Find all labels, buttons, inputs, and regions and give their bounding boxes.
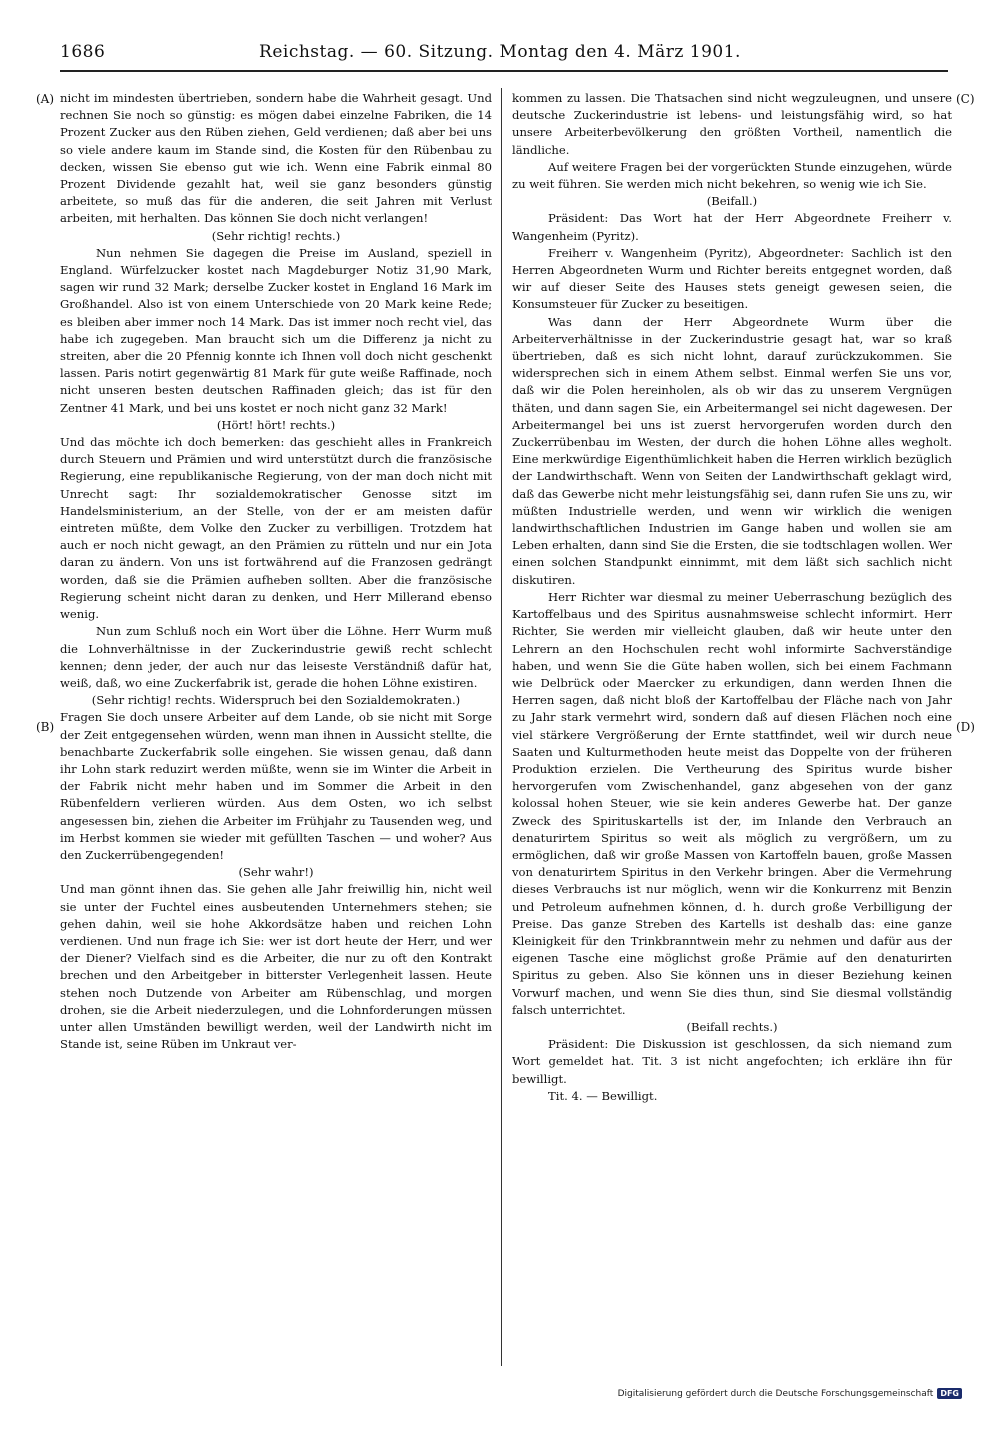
column-divider: [501, 88, 502, 1366]
interjection: (Sehr richtig! rechts.): [211, 228, 341, 243]
margin-mark-c: (C): [956, 92, 975, 106]
paragraph: Nun nehmen Sie dagegen die Preise im Ausland, speziell in England. Würfelzucker kostet nach Magdeburger Notiz 31,90 Mark, sagen wir rund 32 Mark; derselbe Zucker kostet in England 16 Mark im Großhandel. Also ist von einem Unterschiede von 20 Mark keine Rede; es bleiben aber immer noch 14 Mark. Das ist immer noch recht viel, das habe ich zugegeben. Man braucht sich um die Differenz ja nicht zu streiten, aber die 20 Pfennig konnte ich Ihnen voll doch nicht geschenkt lassen. Paris notirt gegenwärtig 81 Mark für gute weiße Raffinade, noch nicht unseren besten deutschen Raffinaden gleich; das ist für den Zentner 41 Mark, und bei uns kostet er noch nicht ganz 32 Mark!: [60, 245, 492, 415]
speaker-paragraph: Präsident: Die Diskussion ist geschlossen, da sich niemand zum Wort gemeldet hat. Tit. 3 ist nicht angefochten; ich erkläre ihn für bewilligt.: [512, 1037, 952, 1086]
paragraph: Fragen Sie doch unsere Arbeiter auf dem Lande, ob sie nicht mit Sorge der Zeit entgegensehen würden, wenn man ihnen in Aussicht stellte, die benachbarte Zuckerfabrik solle eingehen. Sie wissen genau, daß dann ihr Lohn stark reduzirt werden müßte, wenn sie im Winter die Arbeit in der Fabrik nicht mehr haben und im Sommer die Arbeit in den Rübenfeldern verlieren würden. Aus dem Osten, wo ich selbst angesessen bin, ziehen die Arbeiter im Frühjahr zu Tausenden weg, und im Herbst kommen sie wieder mit gefüllten Taschen — und woher? Aus den Zuckerrübengegenden!: [60, 710, 492, 862]
paragraph: Und man gönnt ihnen das. Sie gehen alle Jahr freiwillig hin, nicht weil sie unter der Fuchtel eines ausbeutenden Unternehmers stehen; sie gehen dahin, weil sie hohe Akkordsätze haben und reichen Lohn verdienen. Und nun frage ich Sie: wer ist dort heute der Herr, und wer der Diener? Vielfach sind es die Arbeiter, die nur zu oft den Kontrakt brechen und den Arbeitgeber in bitterster Verlegenheit lassen. Heute stehen noch Dutzende von Arbeiter am Rübenschlag, und morgen drohen, sie die Arbeit niederzulegen, und die Lohnforderungen müssen unter allen Umständen bewilligt werden, weil der Landwirth nicht im Stande ist, seine Rüben im Unkraut ver-: [60, 882, 492, 1052]
speaker-paragraph: Freiherr v. Wangenheim (Pyritz), Abgeordneter: Sachlich ist den Herren Abgeordneten Wurm und Richter bereits entgegnet worden, daß wir auf dieser Seite des Hauses stets geneigt gewesen seien, die Konsumsteuer für Zucker zu beseitigen.: [512, 245, 952, 312]
interjection: (Sehr richtig! rechts. Widerspruch bei den Sozialdemokraten.): [91, 693, 461, 708]
margin-mark-d: (D): [956, 720, 975, 734]
left-column: [60, 90, 492, 1366]
paragraph: Tit. 4. — Bewilligt.: [548, 1088, 658, 1103]
page-number: 1686: [60, 42, 106, 62]
page-header: [60, 42, 940, 72]
paragraph: kommen zu lassen. Die Thatsachen sind nicht wegzuleugnen, und unsere deutsche Zuckerindustrie ist lebens- und leistungsfähig wird, so hat unsere Arbeiterbevölkerung den größten Vortheil, namentlich die ländliche.: [512, 91, 952, 157]
digitization-credit: [618, 1388, 962, 1399]
paragraph: Und das möchte ich doch bemerken: das geschieht alles in Frankreich durch Steuern und Prämien und wird unterstützt durch die französische Regierung, eine republikanische Regierung, von der man doch nicht mit Unrecht sagt: Ihr sozialdemokratischer Genosse sitzt im Handelsministerium, an der Stelle, von der er am meisten dafür eintreten müßte, dem Volke den Zucker zu verbilligen. Trotzdem hat auch er noch nicht gewagt, an den Prämien zu rütteln und nur ein Jota daran zu ändern. Von uns ist fortwährend auf die Franzosen gedrängt worden, daß sie die Prämien aufheben sollten. Aber die französische Regierung scheint nicht daran zu denken, und Herr Millerand ebenso wenig.: [60, 435, 492, 622]
paragraph: Auf weitere Fragen bei der vorgerückten Stunde einzugehen, würde zu weit führen. Sie werden mich nicht bekehren, so wenig wie ich Sie.: [512, 159, 952, 192]
margin-mark-b: (B): [36, 720, 55, 734]
dfg-logo: DFG: [937, 1388, 962, 1399]
interjection: (Beifall.): [706, 194, 758, 209]
paragraph: Was dann der Herr Abgeordnete Wurm über die Arbeiterverhältnisse in der Zuckerindustrie gesagt hat, war so kraß übertrieben, daß es sich nicht lohnt, darauf zurückzukommen. Sie widersprechen sich in einem Athem selbst. Einmal werfen Sie uns vor, daß wir die Polen hereinholen, als ob wir das zu unserem Vergnügen thäten, und dann sagen Sie, ein Arbeitermangel sei nicht dagewesen. Der Arbeitermangel bei uns ist zuerst hervorgerufen worden durch den Zuckerrübenbau im Westen, der durch die hohen Löhne alles wegholt. Eine merkwürdige Eigenthümlichkeit haben die Herren wirklich bezüglich der Landwirthschaft. Wenn von Seiten der Landwirthschaft geklagt wird, daß das Gewerbe nicht mehr leistungsfähig sei, dann rufen Sie uns zu, wir müßten Industrielle werden, und wenn wir wirklich die wenigen landwirthschaftlichen Industrien im Gange haben und wollen sie am Leben erhalten, dann sind Sie die Ersten, die sie todtschlagen wollen. Wer einen solchen Standpunkt einnimmt, mit dem läßt sich sachlich nicht diskutiren.: [512, 314, 952, 587]
header-rule: [60, 70, 948, 72]
speaker-paragraph: Präsident: Das Wort hat der Herr Abgeordnete Freiherr v. Wangenheim (Pyritz).: [512, 211, 952, 243]
right-column: [512, 90, 952, 1366]
interjection: (Hört! hört! rechts.): [216, 417, 336, 432]
paragraph: Nun zum Schluß noch ein Wort über die Löhne. Herr Wurm muß die Lohnverhältnisse in der Zuckerindustrie gewiß recht schlecht kennen; denn jeder, der auch nur das leiseste Verständniß dafür hat, weiß, daß, wo eine Zuckerfabrik ist, gerade die hohen Löhne existiren.: [60, 624, 492, 690]
interjection: (Beifall rechts.): [686, 1019, 778, 1034]
paragraph: Herr Richter war diesmal zu meiner Ueberraschung bezüglich des Kartoffelbaus und des Spiritus ausnahmsweise schlecht informirt. Herr Richter, Sie werden mir vielleicht glauben, daß wir heute unter den Lehrern an den Hochschulen recht wohl informirte Sachverständige haben, und wenn Sie die Güte haben wollen, sich bei einem Fachmann wie Delbrück oder Maercker zu erkundigen, dann werden Ihnen die Herren sagen, daß nicht bloß der Kartoffelbau der Fläche nach von Jahr zu Jahr stark vermehrt wird, sondern daß auf diesen Flächen noch eine viel stärkere Vergrößerung der Ernte stattfindet, weil wir durch neue Saaten und Kulturmethoden heute meist das Doppelte von der früheren Produktion erzielen. Die Vertheurung des Spiritus wurde bisher hervorgerufen vom Zwischenhandel, ganz abgesehen von der ganz kolossal hohen Steuer, wie sie kein anderes Gewerbe hat. Der ganze Zweck des Spirituskartells ist der, im Inlande den Verbrauch an denaturirtem Spiritus so weit als möglich zu vergrößern, um zu ermöglichen, daß wir große Massen von Kartoffeln bauen, große Massen von denaturirtem Spiritus in den Verkehr bringen. Aber die Vermehrung dieses Verbrauchs ist nur möglich, wenn wir die Konkurrenz mit Benzin und Petroleum aufnehmen können, d. h. durch große Verbilligung der Preise. Das ganze Streben des Kartells ist deshalb das: eine ganze Kleinigkeit für den Trinkbranntwein mehr zu nehmen und dafür aus der eigenen Tasche eine möglichst große Prämie auf den denaturirten Spiritus zu geben. Also Sie können uns in dieser Beziehung keinen Vorwurf machen, und wenn Sie dies thun, sind Sie diesmal vollständig falsch unterrichtet.: [512, 589, 952, 1017]
paragraph: nicht im mindesten übertrieben, sondern habe die Wahrheit gesagt. Und rechnen Sie noch so günstig: es mögen dabei einzelne Fabriken, die 14 Prozent Zucker aus den Rüben ziehen, Geld verdienen; daß aber bei uns so viele andere kaum im Stande sind, die Kosten für den Rübenbau zu decken, wissen Sie ebenso gut wie ich. Wenn eine Fabrik einmal 80 Prozent Dividende gezahlt hat, weil sie ganz besonders günstig arbeitete, so muß das für die anderen, die seit Jahren mit Verlust arbeiten, mit herhalten. Das können Sie doch nicht verlangen!: [60, 91, 492, 226]
running-title: Reichstag. — 60. Sitzung. Montag den 4. März 1901.: [259, 42, 741, 62]
interjection: (Sehr wahr!): [238, 865, 314, 880]
margin-mark-a: (A): [36, 92, 55, 106]
credit-text: Digitalisierung gefördert durch die Deutsche Forschungsgemeinschaft: [617, 1388, 934, 1399]
